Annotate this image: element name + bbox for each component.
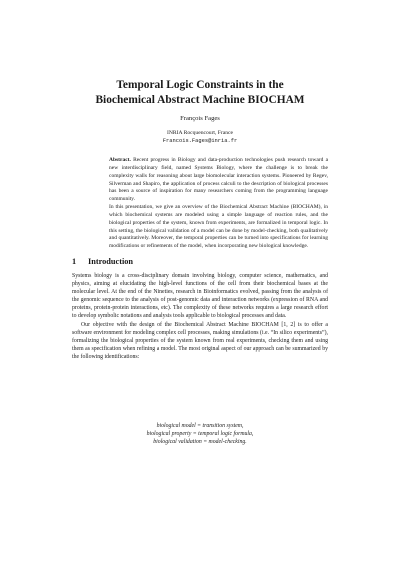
affiliation <box>60 130 340 145</box>
abstract-text-1: Recent progress in Biology and data-production technologies push research toward a new interdisciplinary field, named Systems Biology, where the challenge is to break the complexity walls for reasoning about large biomolecular interaction systems. Pioneered by Regev, Silverman and Shapiro, the application of process calculi to the description of biological processes has been a source of inspiration for many researchers coming from the programming language community. <box>109 157 329 203</box>
identification-item: biological validation = model-checking. <box>153 438 247 445</box>
section-body <box>72 272 328 361</box>
paper-title <box>40 78 360 108</box>
identification-item: biological model = transition system, <box>156 423 244 429</box>
title-line-1: Temporal Logic Constraints in the <box>116 79 284 91</box>
author-name: François Fages <box>180 115 220 122</box>
title-line-2: Biochemical Abstract Machine BIOCHAM <box>95 94 305 106</box>
body-paragraph-1: Systems biology is a cross-disciplinary domain involving biology, computer science, mathematics, and physics, aiming at elucidating the high-level functions of the cell from their biochemical bases at the molecular level. At the end of the Nineties, research in Bioinformatics evolved, passing from the analysis of the genomic sequence to the analysis of post-genomic data and interaction networks (expression of RNA and proteins, protein-protein interactions, etc). The complexity of these networks requires a large research effort to develop symbolic notations and analysis tools applicable to biological processes and data. <box>72 273 328 320</box>
abstract-paragraph-1 <box>109 157 328 204</box>
abstract-paragraph-2: In this presentation, we give an overview of the Biochemical Abstract Machine (BIOCHAM), in which biochemical systems are modeled using a simple language of reaction rules, and the biological properties of the system, known from experiments, are formalized in temporal logic. In this setting, the biological validation of a model can be done by model-checking, both qualitatively and quantitatively. Moreover, the temporal properties can be turned into specifications for learning modifications or refinements of the model, when incorporating new biological knowledge. <box>109 204 328 250</box>
abstract-label: Abstract. <box>109 157 131 163</box>
section-number: 1 <box>72 257 77 266</box>
author-email: Francois.Fages@inria.fr <box>162 137 238 144</box>
abstract <box>109 157 328 251</box>
body-paragraph-2: Our objective with the design of the Biochemical Abstract Machine BIOCHAM [1, 2] is to offer a software environment for modeling complex cell processes, making simulations (i.e. “In silico experiments”), formalizing the biological properties of the system known from real experiments, checking them and using them as specification when refining a model. The most original aspect of our approach can be summarized by the following identifications: <box>72 321 328 360</box>
identification-item: biological property = temporal logic formula, <box>146 430 254 437</box>
identifications-list <box>72 423 328 447</box>
institution: INRIA Rocquencourt, France <box>166 130 234 136</box>
section-heading <box>72 257 133 266</box>
section-title: Introduction <box>88 257 134 266</box>
